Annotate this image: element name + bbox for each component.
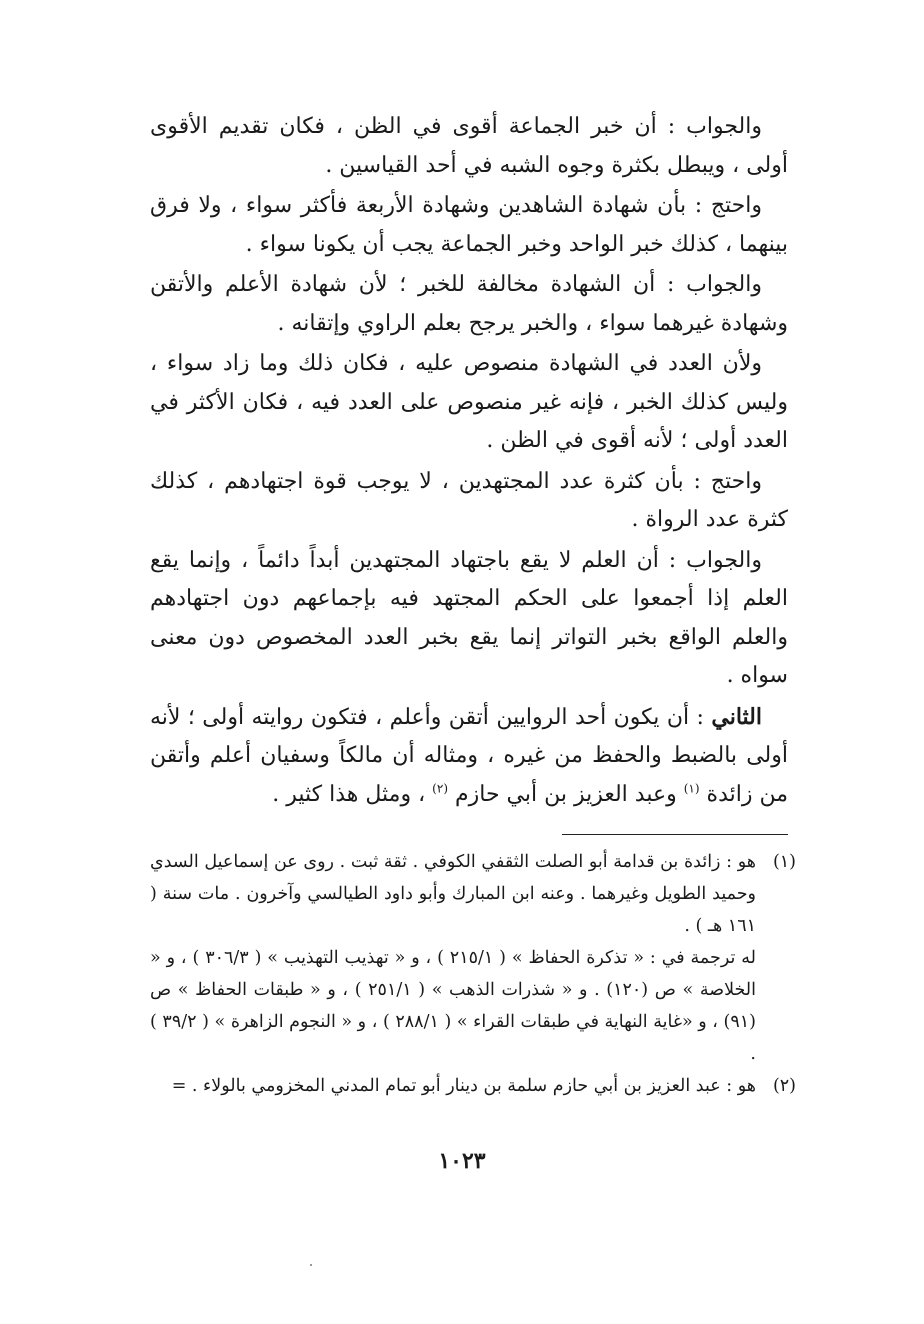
paragraph-text: : أن يكون أحد الروايين أتقن وأعلم ، فتكون روايته أولى ؛ لأنه أولى بالضبط والحفظ من غيره ، ومثاله أن مالكاً وسفيان أعلم وأتقن من زائدة: [150, 704, 788, 807]
footnote-number: (١): [772, 852, 796, 872]
paragraph: والجواب : أن خبر الجماعة أقوى في الظن ، فكان تقديم الأقوى أولى ، ويبطل بكثرة وجوه الشبه في أحد القياسين .: [150, 114, 788, 178]
scan-speck: [310, 1264, 312, 1266]
paragraph: واحتج : بأن كثرة عدد المجتهدين ، لا يوجب قوة اجتهادهم ، كذلك كثرة عدد الرواة .: [150, 468, 788, 532]
paragraph: واحتج : بأن شهادة الشاهدين وشهادة الأربعة فأكثر سواء ، ولا فرق بينهما ، كذلك خبر الواحد وخبر الجماعة يجب أن يكونا سواء .: [150, 193, 788, 257]
footnote: [150, 1070, 796, 1102]
paragraph-text: وعبد العزيز بن أبي حازم: [448, 781, 684, 807]
main-text: [150, 108, 788, 816]
footnote-ref[interactable]: (٢): [432, 781, 448, 796]
paragraph: والجواب : أن الشهادة مخالفة للخبر ؛ لأن شهادة الأعلم والأتقن وشهادة غيرهما سواء ، والخبر يرجح بعلم الراوي وإتقانه .: [150, 272, 788, 336]
paragraph: والجواب : أن العلم لا يقع باجتهاد المجتهدين أبداً دائماً ، وإنما يقع العلم إذا أجمعوا على الحكم المجتهد فيه بإجماعهم دون اجتهادهم والعلم الواقع بخبر التواتر إنما يقع بخبر العدد المخصوص دون معنى سواه .: [150, 547, 788, 688]
footnote-text: هو : زائدة بن قدامة أبو الصلت الثقفي الكوفي . ثقة ثبت . روى عن إسماعيل السدي وحميد الطويل وغيرهما . وعنه ابن المبارك وأبو داود الطيالسي وآخرون . مات سنة ( ١٦١ هـ ) .: [150, 852, 756, 936]
footnote-body: [150, 1070, 756, 1102]
footnote-ref[interactable]: (١): [683, 781, 700, 796]
footnote-text: هو : عبد العزيز بن أبي حازم سلمة بن دينار أبو تمام المدني المخزومي بالولاء . =: [171, 1076, 756, 1096]
footnote-text: له ترجمة في : « تذكرة الحفاظ » ( ٢١٥/١ ) ، و « تهذيب التهذيب » ( ٣٠٦/٣ ) ، و « الخلاصة » ص (١٢٠) . و « شذرات الذهب » ( ٢٥١/١ ) ، و « طبقات الحفاظ » ص (٩١) ، و «غاية النهاية في طبقات القراء » ( ٢٨٨/١ ) ، و « النجوم الزاهرة » ( ٣٩/٢ ) .: [150, 948, 757, 1064]
paragraph-lead-word: الثاني: [711, 703, 762, 730]
paragraph-text: ، ومثل هذا كثير .: [272, 781, 433, 807]
footnotes: [150, 846, 796, 1102]
footnote-body: [150, 846, 756, 1070]
paragraph: ولأن العدد في الشهادة منصوص عليه ، فكان ذلك وما زاد سواء ، وليس كذلك الخبر ، فإنه غير منصوص على العدد فيه ، فكان الأكثر في العدد أولى ؛ لأنه أقوى في الظن .: [150, 351, 788, 453]
footnote: [150, 846, 796, 1070]
paragraph: [150, 698, 788, 815]
page-number: ١٠٢٣: [438, 1148, 486, 1174]
footnote-number: (٢): [772, 1076, 796, 1096]
footnote-separator: [562, 834, 788, 835]
